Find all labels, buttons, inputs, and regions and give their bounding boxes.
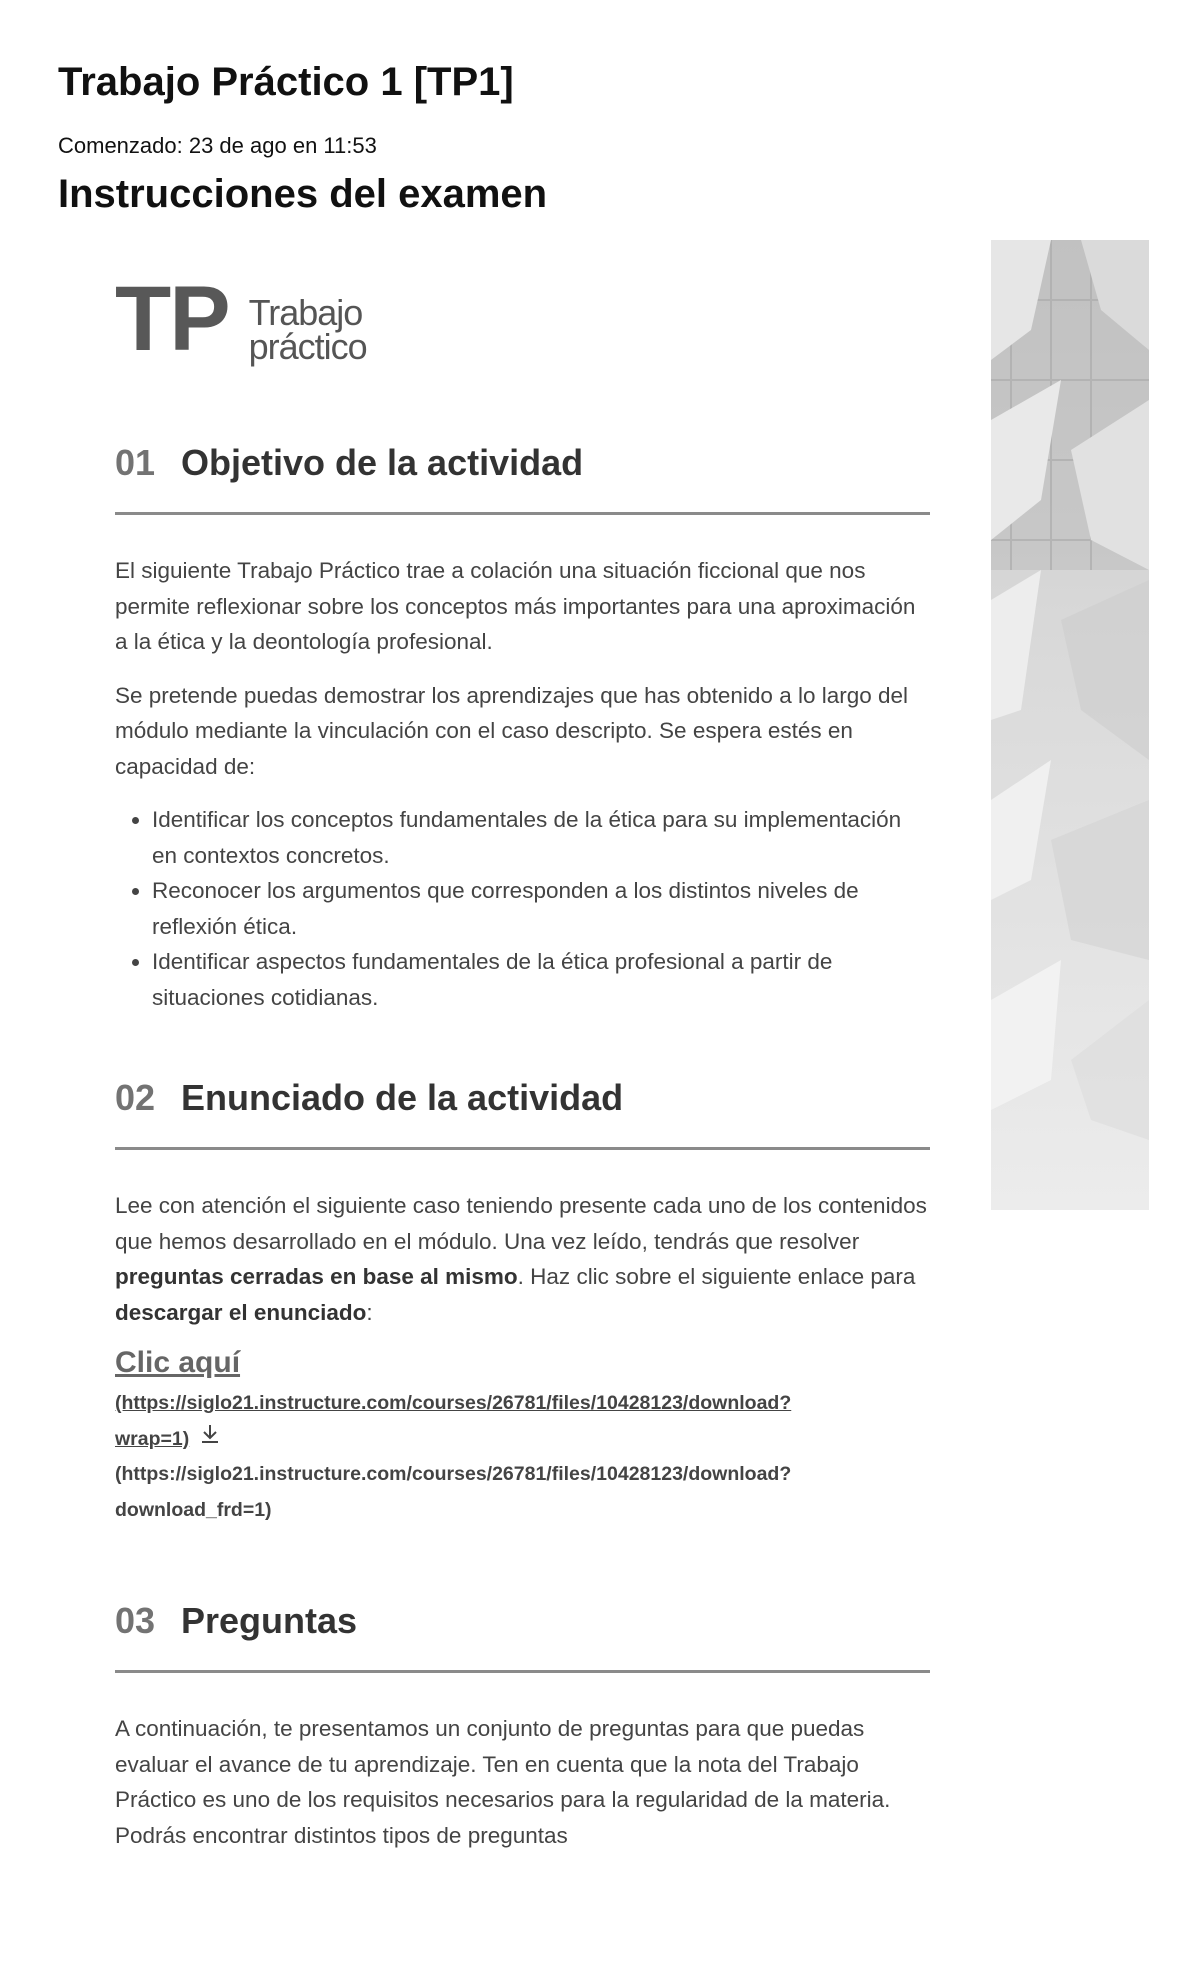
- paragraph: A continuación, te presentamos un conjunto de preguntas para que puedas evaluar el avance de tu aprendizaje. Ten en cuenta que la nota del Trabajo Práctico es uno de los requisitos necesarios para la regularidad de la materia. Podrás encontrar distintos tipos de preguntas: [115, 1716, 891, 1848]
- objectives-list: [115, 802, 930, 1015]
- section-objetivo: [115, 442, 930, 1015]
- section-title: Preguntas: [181, 1600, 358, 1642]
- section-heading: [115, 1600, 930, 1673]
- page-title: Trabajo Práctico 1 [TP1]: [58, 60, 514, 104]
- tp-logo: [115, 268, 930, 370]
- section-number: 02: [115, 1077, 156, 1118]
- section-number: 01: [115, 442, 156, 483]
- section-preguntas: [115, 1600, 930, 1853]
- paragraph: Lee con atención el siguiente caso teniendo presente cada uno de los contenidos que hemos desarrollado en el módulo. Una vez leído, tendrás que resolver preguntas cerradas en base al mismo. Haz clic sobre el siguiente enlace para descargar el enunciado:: [115, 1193, 927, 1325]
- exam-content: [115, 268, 930, 1853]
- decorative-side-image: [991, 240, 1149, 1210]
- clic-aqui-link[interactable]: Clic aquí: [115, 1346, 241, 1379]
- section-title: Objetivo de la actividad: [181, 442, 584, 483]
- paragraph: El siguiente Trabajo Práctico trae a colación una situación ficcional que nos permite reflexionar sobre los conceptos más importantes para una aproximación a la ética y la deontología profesional.: [115, 558, 916, 654]
- section-title: Enunciado de la actividad: [181, 1077, 624, 1118]
- section-enunciado: [115, 1077, 930, 1528]
- started-timestamp: Comenzado: 23 de ago en 11:53: [58, 133, 377, 158]
- tp-logo-mark: TP: [115, 268, 229, 370]
- download-url-direct[interactable]: (https://siglo21.instructure.com/courses/26781/files/10428123/download? download_frd=1): [115, 1463, 792, 1521]
- section-number: 03: [115, 1600, 156, 1642]
- download-url-wrap[interactable]: (https://siglo21.instructure.com/courses/26781/files/10428123/download? wrap=1): [115, 1386, 930, 1457]
- list-item: • Identificar aspectos fundamentales de la ética profesional a partir de situaciones cotidianas.: [152, 944, 930, 1015]
- list-item: • Reconocer los argumentos que corresponden a los distintos niveles de reflexión ética.: [152, 873, 930, 944]
- download-icon[interactable]: [199, 1422, 221, 1458]
- tp-logo-text: Trabajo práctico: [248, 292, 367, 367]
- list-item: • Identificar los conceptos fundamentales de la ética para su implementación en contextos concretos.: [152, 802, 930, 873]
- instructions-title: Instrucciones del examen: [58, 172, 548, 216]
- section-heading: [115, 442, 930, 515]
- paragraph: Se pretende puedas demostrar los aprendizajes que has obtenido a lo largo del módulo mediante la vinculación con el caso descripto. Se espera estés en capacidad de:: [115, 682, 909, 779]
- section-heading: [115, 1077, 930, 1150]
- download-links: [115, 1346, 930, 1528]
